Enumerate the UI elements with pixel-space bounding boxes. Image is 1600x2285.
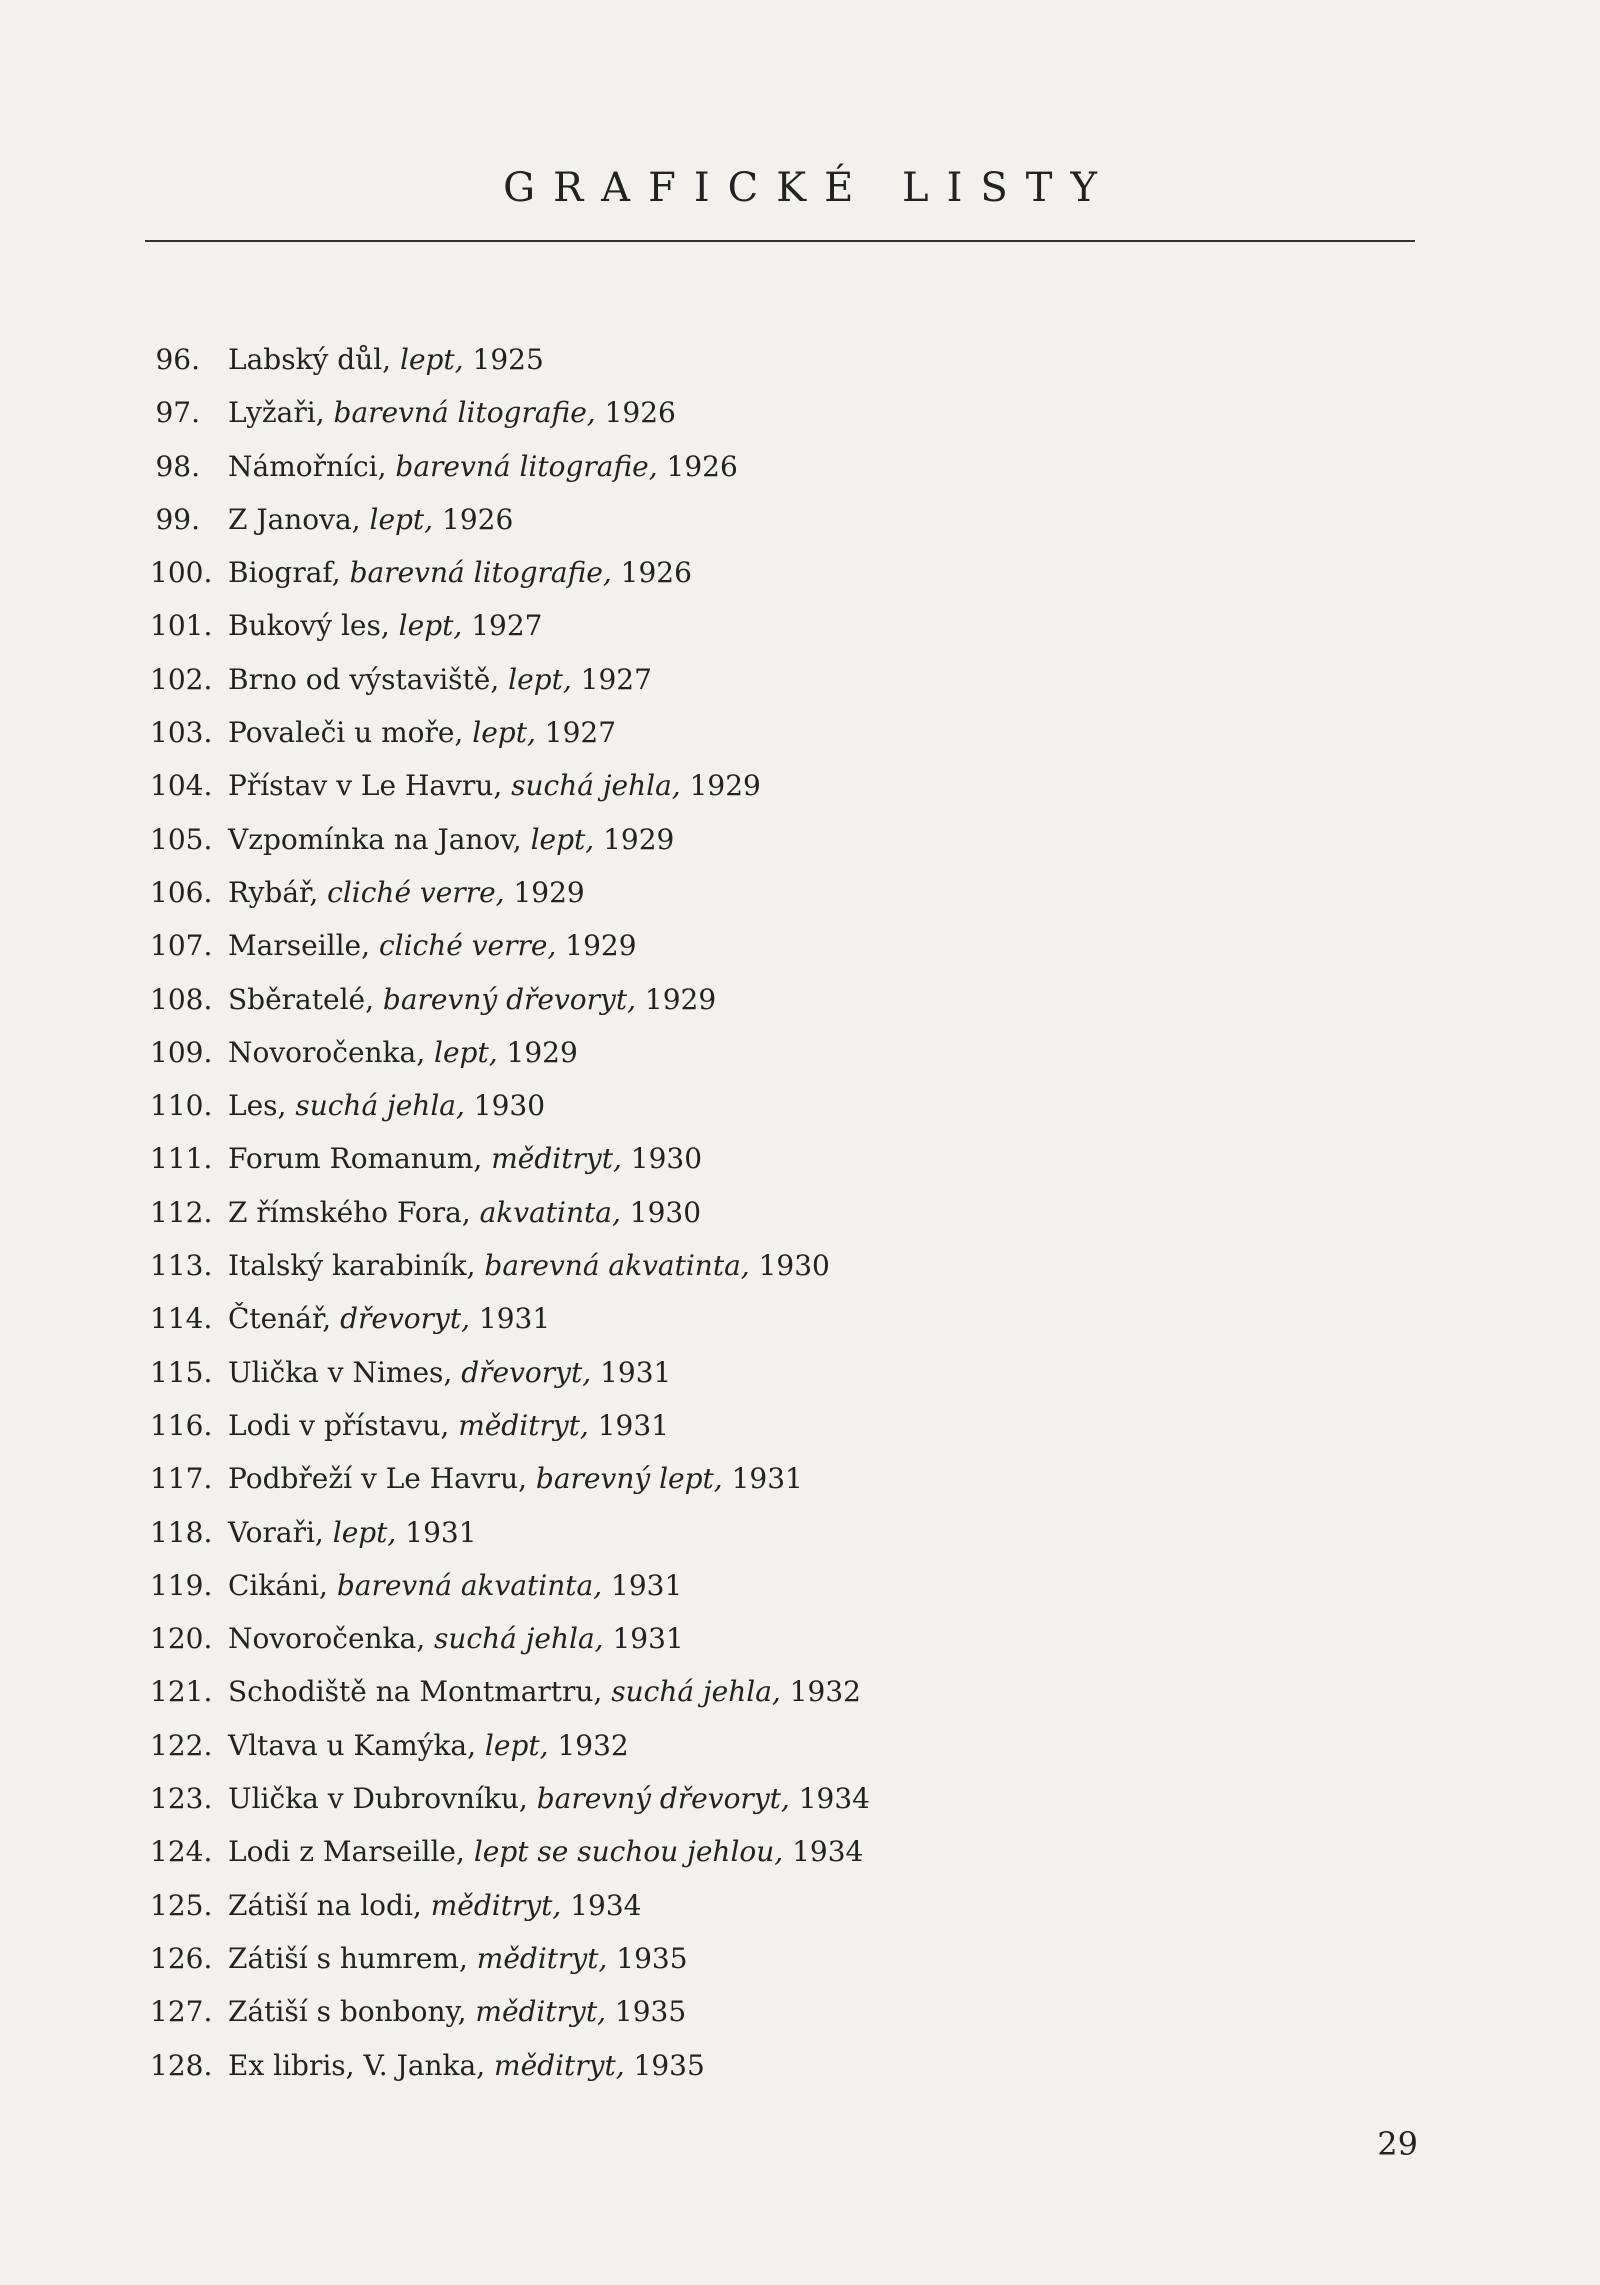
catalogue-entry [150, 711, 870, 764]
entry-title: Podbřeží v Le Havru, [228, 1462, 528, 1496]
entry-technique: měditryt, [494, 2048, 625, 2082]
catalogue-entry [150, 1884, 870, 1937]
catalogue-entry [150, 1191, 870, 1244]
entry-title: Biograf, [228, 556, 341, 590]
entry-number: 128. [150, 2048, 213, 2082]
entry-technique: lept, [472, 716, 536, 750]
catalogue-entry [150, 924, 870, 977]
entry-technique: barevná akvatinta, [484, 1249, 750, 1283]
entry-year: 1929 [513, 875, 585, 909]
entry-title: Cikáni, [228, 1568, 328, 1602]
entry-title: Zátiší s humrem, [228, 1941, 468, 1975]
entry-year: 1926 [620, 556, 692, 590]
entry-title: Labský důl, [228, 343, 392, 376]
entry-year: 1935 [614, 1995, 687, 2029]
entry-technique: měditryt, [458, 1408, 589, 1442]
entry-technique: suchá jehla, [295, 1089, 465, 1123]
entry-number: 103. [150, 716, 213, 750]
catalogue-entry [150, 658, 870, 711]
entry-year: 1927 [471, 609, 543, 643]
entry-title: Voraři, [228, 1515, 324, 1549]
entry-year: 1934 [792, 1835, 864, 1869]
catalogue-entry [150, 338, 870, 391]
entry-title: Lodi z Marseille, [228, 1835, 465, 1869]
catalogue-entry [150, 1830, 870, 1883]
entry-year: 1931 [731, 1462, 803, 1496]
entry-technique: barevná litografie, [349, 556, 612, 590]
entry-number: 112. [150, 1195, 213, 1229]
entry-number: 126. [150, 1941, 213, 1975]
entry-technique: barevná akvatinta, [336, 1568, 603, 1602]
entry-number: 106. [150, 875, 213, 909]
entry-year: 1934 [570, 1888, 642, 1922]
entry-title: Brno od výstaviště, [228, 662, 500, 696]
entry-technique: barevný lept, [535, 1462, 723, 1496]
entry-technique: měditryt, [475, 1995, 606, 2029]
entry-title: Schodiště na Montmartru, [228, 1675, 603, 1709]
entry-year: 1926 [442, 502, 514, 536]
entry-title: Vzpomínka na Janov, [228, 822, 522, 856]
entry-title: Marseille, [228, 929, 371, 963]
entry-technique: lept, [484, 1728, 549, 1762]
entry-title: Povaleči u moře, [228, 716, 464, 750]
catalogue-entry [150, 498, 870, 551]
catalogue-entry [150, 1457, 870, 1510]
catalogue-entry [150, 764, 870, 817]
entry-title: Čtenář, [228, 1302, 332, 1336]
entry-title: Novoročenka, [228, 1035, 426, 1069]
entry-number: 109. [150, 1035, 213, 1069]
entry-year: 1931 [478, 1302, 551, 1336]
entry-technique: suchá jehla, [611, 1675, 781, 1709]
entry-number: 118. [150, 1515, 213, 1549]
catalogue-entry [150, 1137, 870, 1190]
catalogue-entry [150, 1351, 870, 1404]
entry-technique: měditryt, [476, 1941, 608, 1975]
entry-title: Rybář, [228, 875, 319, 909]
entry-technique: dřevoryt, [340, 1302, 471, 1336]
entry-year: 1932 [789, 1675, 861, 1709]
entry-year: 1927 [544, 716, 617, 750]
entry-number: 110. [150, 1089, 213, 1123]
entry-number: 96. [155, 343, 200, 376]
entry-number: 98. [155, 449, 200, 483]
entry-number: 125. [150, 1888, 213, 1922]
entry-title: Italský karabiník, [228, 1249, 476, 1283]
entry-number: 101. [150, 609, 213, 643]
entry-number: 102. [150, 662, 213, 696]
entry-number: 127. [150, 1995, 213, 2029]
entry-year: 1930 [629, 1195, 702, 1229]
entry-technique: lept, [508, 662, 572, 696]
entry-title: Vltava u Kamýka, [228, 1728, 477, 1762]
entry-technique: suchá jehla, [511, 769, 681, 803]
entry-year: 1926 [604, 396, 676, 430]
entry-number: 105. [150, 822, 213, 856]
entry-year: 1931 [612, 1622, 684, 1656]
entry-number: 121. [150, 1675, 213, 1709]
catalogue-entry [150, 2044, 870, 2097]
catalogue-entry [150, 1297, 870, 1350]
entry-year: 1935 [616, 1941, 688, 1975]
entry-number: 116. [150, 1408, 213, 1442]
entry-title: Z římského Fora, [228, 1195, 471, 1229]
catalogue-entry [150, 1937, 870, 1990]
catalogue-entry [150, 1670, 870, 1723]
entry-number: 122. [150, 1728, 213, 1762]
catalogue-entry [150, 1084, 870, 1137]
entry-title: Sběratelé, [228, 982, 375, 1016]
entry-year: 1929 [506, 1035, 578, 1069]
entry-technique: lept, [332, 1515, 397, 1549]
entry-title: Ulička v Nimes, [228, 1355, 453, 1389]
entry-year: 1931 [600, 1355, 672, 1389]
entry-title: Námořníci, [228, 449, 387, 483]
entry-technique: měditryt, [430, 1888, 562, 1922]
catalogue-entry [150, 1031, 870, 1084]
entry-title: Lodi v přístavu, [228, 1408, 450, 1442]
entry-year: 1930 [473, 1089, 546, 1123]
page-title: GRAFICKÉ LISTY [503, 165, 1115, 211]
entry-technique: lept, [398, 609, 463, 643]
entry-technique: suchá jehla, [434, 1622, 604, 1656]
catalogue-entry [150, 1724, 870, 1777]
entry-year: 1932 [557, 1728, 629, 1762]
entry-number: 107. [150, 929, 213, 963]
entry-title: Novoročenka, [228, 1622, 426, 1656]
entry-technique: cliché verre, [378, 929, 557, 963]
catalogue-entry [150, 551, 870, 604]
entry-technique: lept, [369, 502, 434, 536]
entry-year: 1930 [630, 1142, 703, 1176]
entry-year: 1930 [758, 1249, 830, 1283]
catalogue-entry [150, 1511, 870, 1564]
entry-year: 1927 [580, 662, 652, 696]
entry-technique: cliché verre, [327, 875, 505, 909]
entry-technique: dřevoryt, [461, 1355, 592, 1389]
entry-number: 104. [150, 769, 213, 803]
catalogue-entry [150, 978, 870, 1031]
entry-year: 1929 [689, 769, 761, 803]
entry-year: 1929 [603, 822, 675, 856]
catalogue-entry [150, 445, 870, 498]
entry-number: 117. [150, 1462, 213, 1496]
catalogue-entry [150, 391, 870, 444]
catalogue-entry [150, 1777, 870, 1830]
entry-technique: měditryt, [491, 1142, 622, 1176]
catalogue-entry [150, 1564, 870, 1617]
entry-technique: barevný dřevoryt, [536, 1782, 790, 1816]
catalogue-entry [150, 1617, 870, 1670]
entry-year: 1934 [798, 1782, 870, 1816]
entry-year: 1931 [597, 1408, 669, 1442]
entry-number: 100. [150, 556, 213, 590]
entry-year: 1931 [611, 1568, 683, 1602]
entry-year: 1931 [405, 1515, 477, 1549]
entry-technique: lept, [399, 343, 464, 376]
entry-number: 115. [150, 1355, 213, 1389]
entry-title: Bukový les, [228, 609, 390, 643]
entry-number: 114. [150, 1302, 213, 1336]
entry-year: 1929 [644, 982, 717, 1016]
entry-title: Přístav v Le Havru, [228, 769, 503, 803]
entry-technique: barevná litografie, [395, 449, 658, 483]
entry-number: 119. [150, 1568, 213, 1602]
catalogue-entry [150, 1244, 870, 1297]
entry-title: Zátiší s bonbony, [228, 1995, 467, 2029]
title-rule [145, 240, 1415, 242]
entry-number: 123. [150, 1782, 213, 1816]
entry-year: 1935 [633, 2048, 705, 2082]
entry-number: 97. [155, 396, 200, 430]
catalogue-entry [150, 1990, 870, 2043]
entry-number: 113. [150, 1249, 213, 1283]
entry-technique: barevný dřevoryt, [382, 982, 636, 1016]
entry-number: 99. [155, 502, 200, 536]
entry-year: 1925 [472, 343, 544, 376]
entry-title: Ex libris, V. Janka, [228, 2048, 486, 2082]
entry-number: 124. [150, 1835, 213, 1869]
catalogue-entry [150, 818, 870, 871]
entry-technique: lept se suchou jehlou, [473, 1835, 784, 1869]
entry-technique: akvatinta, [479, 1195, 621, 1229]
entry-year: 1926 [666, 449, 738, 483]
entry-technique: lept, [434, 1035, 498, 1069]
entry-title: Z Janova, [228, 502, 361, 536]
entry-title: Ulička v Dubrovníku, [228, 1782, 528, 1816]
entry-title: Les, [228, 1089, 287, 1123]
entry-title: Lyžaři, [228, 396, 325, 430]
catalogue-entry [150, 1404, 870, 1457]
entry-title: Zátiší na lodi, [228, 1888, 422, 1922]
catalogue-list [150, 338, 870, 2097]
entry-number: 120. [150, 1622, 213, 1656]
entry-year: 1929 [565, 929, 637, 963]
page-number: 29 [1377, 2125, 1418, 2163]
catalogue-entry [150, 871, 870, 924]
entry-technique: lept, [530, 822, 595, 856]
entry-number: 108. [150, 982, 213, 1016]
entry-technique: barevná litografie, [333, 396, 596, 430]
entry-number: 111. [150, 1142, 213, 1176]
catalogue-entry [150, 604, 870, 657]
entry-title: Forum Romanum, [228, 1142, 483, 1176]
